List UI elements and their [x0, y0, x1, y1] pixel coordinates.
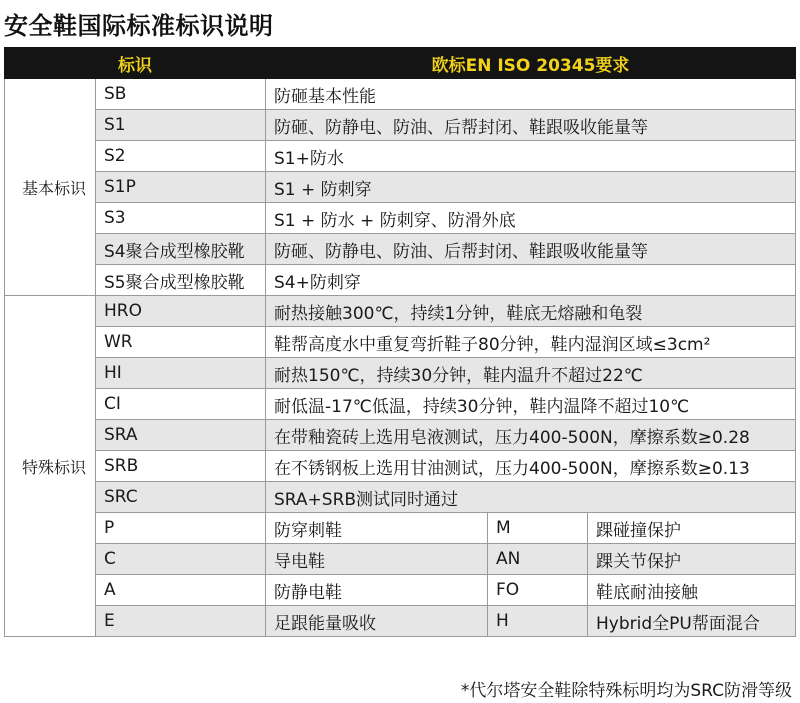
- table-row: [5, 265, 796, 296]
- code-cell: S2: [96, 141, 266, 172]
- group-label-special: 特殊标识: [5, 296, 96, 637]
- desc-cell: SRA+SRB测试同时通过: [266, 482, 796, 513]
- desc-cell: Hybrid全PU帮面混合: [588, 606, 796, 637]
- code-cell: CI: [96, 389, 266, 420]
- table-row: [5, 358, 796, 389]
- table-row: [5, 389, 796, 420]
- desc-cell: 防砸基本性能: [266, 79, 796, 110]
- table-row: [5, 420, 796, 451]
- code-cell: S3: [96, 203, 266, 234]
- code-cell: WR: [96, 327, 266, 358]
- code-cell: SRA: [96, 420, 266, 451]
- desc-cell: 在不锈钢板上选用甘油测试，压力400-500N，摩擦系数≥0.13: [266, 451, 796, 482]
- code-cell: H: [488, 606, 588, 637]
- table-header-row: [5, 48, 796, 79]
- code-cell: P: [96, 513, 266, 544]
- desc-cell: 踝关节保护: [588, 544, 796, 575]
- desc-cell: 导电鞋: [266, 544, 488, 575]
- desc-cell: 防穿刺鞋: [266, 513, 488, 544]
- table-row: [5, 110, 796, 141]
- page-title: 安全鞋国际标准标识说明: [4, 12, 274, 40]
- footnote: *代尔塔安全鞋除特殊标明均为SRC防滑等级: [460, 681, 792, 701]
- desc-cell: 踝碰撞保护: [588, 513, 796, 544]
- code-cell: SRC: [96, 482, 266, 513]
- standards-table: [4, 47, 796, 637]
- desc-cell: 足跟能量吸收: [266, 606, 488, 637]
- desc-cell: 耐热150℃，持续30分钟，鞋内温升不超过22℃: [266, 358, 796, 389]
- table-row: [5, 327, 796, 358]
- table-row: [5, 296, 796, 327]
- table-row: [5, 451, 796, 482]
- table-row: [5, 606, 796, 637]
- desc-cell: 耐低温-17℃低温，持续30分钟，鞋内温降不超过10℃: [266, 389, 796, 420]
- code-cell: C: [96, 544, 266, 575]
- desc-cell: 耐热接触300℃，持续1分钟，鞋底无熔融和龟裂: [266, 296, 796, 327]
- code-cell: AN: [488, 544, 588, 575]
- table-row: [5, 141, 796, 172]
- desc-cell: S1 + 防刺穿: [266, 172, 796, 203]
- code-cell: A: [96, 575, 266, 606]
- desc-cell: 防静电鞋: [266, 575, 488, 606]
- desc-cell: 鞋底耐油接触: [588, 575, 796, 606]
- code-cell: E: [96, 606, 266, 637]
- table-row: [5, 482, 796, 513]
- code-cell: SB: [96, 79, 266, 110]
- desc-cell: 防砸、防静电、防油、后帮封闭、鞋跟吸收能量等: [266, 234, 796, 265]
- table-row: [5, 234, 796, 265]
- code-cell: SRB: [96, 451, 266, 482]
- group-label-basic: 基本标识: [5, 79, 96, 296]
- header-mark: 标识: [5, 48, 266, 79]
- table-row: [5, 513, 796, 544]
- table-row: [5, 544, 796, 575]
- code-cell: S1: [96, 110, 266, 141]
- code-cell: FO: [488, 575, 588, 606]
- table-row: [5, 575, 796, 606]
- code-cell: HRO: [96, 296, 266, 327]
- desc-cell: 鞋帮高度水中重复弯折鞋子80分钟，鞋内湿润区域≤3cm²: [266, 327, 796, 358]
- table-row: [5, 203, 796, 234]
- code-cell: S5聚合成型橡胶靴: [96, 265, 266, 296]
- code-cell: M: [488, 513, 588, 544]
- table-row: [5, 172, 796, 203]
- code-cell: S1P: [96, 172, 266, 203]
- table-row: [5, 79, 796, 110]
- code-cell: S4聚合成型橡胶靴: [96, 234, 266, 265]
- desc-cell: S4+防刺穿: [266, 265, 796, 296]
- desc-cell: S1 + 防水 + 防刺穿、防滑外底: [266, 203, 796, 234]
- code-cell: HI: [96, 358, 266, 389]
- desc-cell: 在带釉瓷砖上选用皂液测试，压力400-500N，摩擦系数≥0.28: [266, 420, 796, 451]
- desc-cell: S1+防水: [266, 141, 796, 172]
- header-requirement: 欧标EN ISO 20345要求: [266, 48, 796, 79]
- desc-cell: 防砸、防静电、防油、后帮封闭、鞋跟吸收能量等: [266, 110, 796, 141]
